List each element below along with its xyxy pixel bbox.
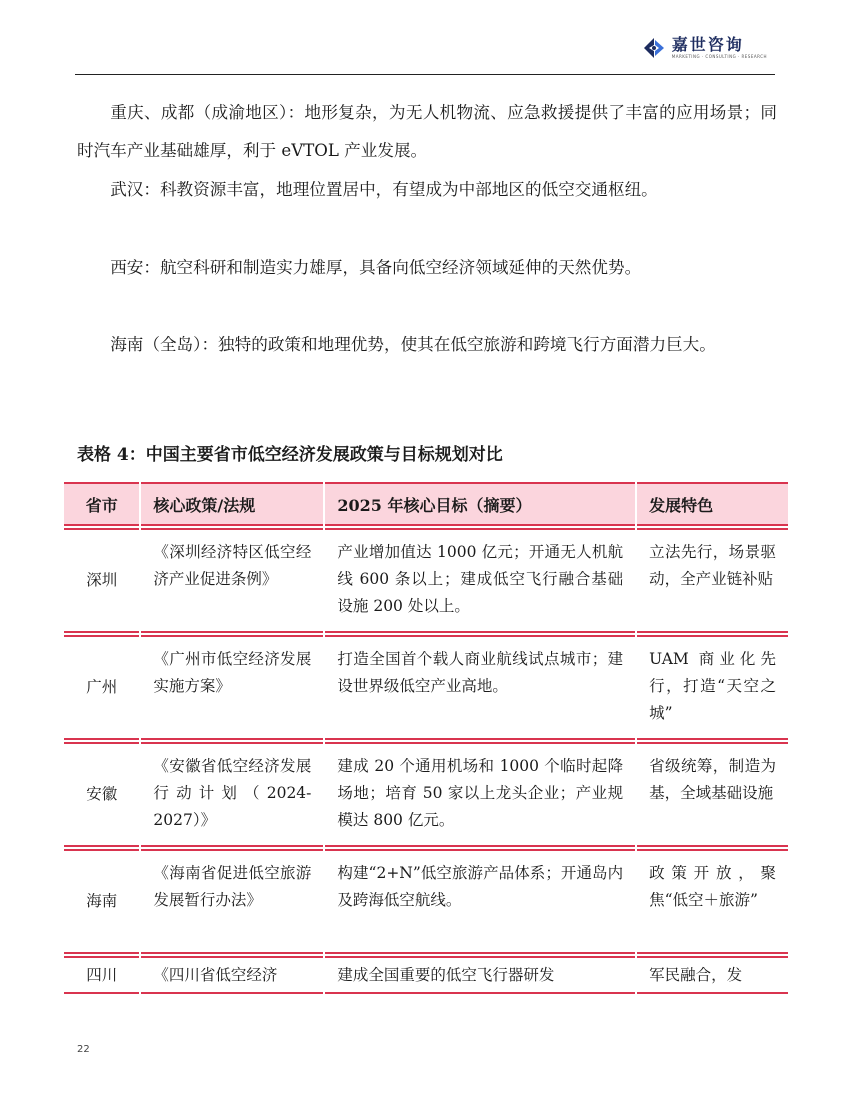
column-header: 2025 年核心目标（摘要） (325, 482, 635, 526)
policy-cell: 《广州市低空经济发展实施方案》 (141, 635, 323, 740)
target-cell: 打造全国首个载人商业航线试点城市；建设世界级低空产业高地。 (325, 635, 635, 740)
policy-cell: 《深圳经济特区低空经济产业促进条例》 (141, 528, 323, 633)
paragraph-xian: 西安：航空科研和制造实力雄厚，具备向低空经济领域延伸的天然优势。 (110, 258, 642, 277)
table-row (64, 528, 788, 633)
table-row (64, 849, 788, 954)
policy-cell: 《四川省低空经济 (141, 956, 323, 994)
policy-comparison-table (62, 480, 790, 996)
paragraph-wuhan: 武汉：科教资源丰富，地理位置居中，有望成为中部地区的低空交通枢纽。 (110, 180, 658, 199)
brand-logo (642, 36, 767, 60)
province-cell: 四川 (64, 956, 139, 994)
table-row (64, 956, 788, 994)
target-cell: 构建“2+N”低空旅游产品体系；开通岛内及跨海低空航线。 (325, 849, 635, 954)
table-header-row (64, 482, 788, 526)
paragraph-chengyu: 重庆、成都（成渝地区）：地形复杂，为无人机物流、应急救援提供了丰富的应用场景；同时汽车产业基础雄厚，利于 eVTOL 产业发展。 (77, 103, 777, 160)
column-header: 省市 (64, 482, 139, 526)
province-cell: 安徽 (64, 742, 139, 847)
feature-cell: 省级统筹，制造为基，全域基础设施 (637, 742, 788, 847)
policy-cell: 《安徽省低空经济发展行动计划（2024-2027）》 (141, 742, 323, 847)
logo-icon (642, 36, 666, 60)
table-caption: 表格 4：中国主要省市低空经济发展政策与目标规划对比 (77, 445, 503, 465)
logo-tagline: MARKETING · CONSULTING · RESEARCH (671, 54, 767, 59)
province-cell: 广州 (64, 635, 139, 740)
feature-cell: UAM 商业化先行，打造“天空之城” (637, 635, 788, 740)
table-row (64, 635, 788, 740)
column-header: 发展特色 (637, 482, 788, 526)
logo-name: 嘉世咨询 (671, 35, 744, 54)
province-cell: 深圳 (64, 528, 139, 633)
feature-cell: 立法先行，场景驱动，全产业链补贴 (637, 528, 788, 633)
page-header (75, 28, 775, 75)
feature-cell: 政策开放，聚焦“低空＋旅游” (637, 849, 788, 954)
target-cell: 建成 20 个通用机场和 1000 个临时起降场地；培育 50 家以上龙头企业；产业规模达 800 亿元。 (325, 742, 635, 847)
province-cell: 海南 (64, 849, 139, 954)
feature-cell: 军民融合，发 (637, 956, 788, 994)
target-cell: 产业增加值达 1000 亿元；开通无人机航线 600 条以上；建成低空飞行融合基础设施 200 处以上。 (325, 528, 635, 633)
policy-cell: 《海南省促进低空旅游发展暂行办法》 (141, 849, 323, 954)
page-number: 22 (77, 1044, 90, 1055)
target-cell: 建成全国重要的低空飞行器研发 (325, 956, 635, 994)
paragraph-hainan: 海南（全岛）：独特的政策和地理优势，使其在低空旅游和跨境飞行方面潜力巨大。 (110, 335, 716, 354)
column-header: 核心政策/法规 (141, 482, 323, 526)
table-row (64, 742, 788, 847)
